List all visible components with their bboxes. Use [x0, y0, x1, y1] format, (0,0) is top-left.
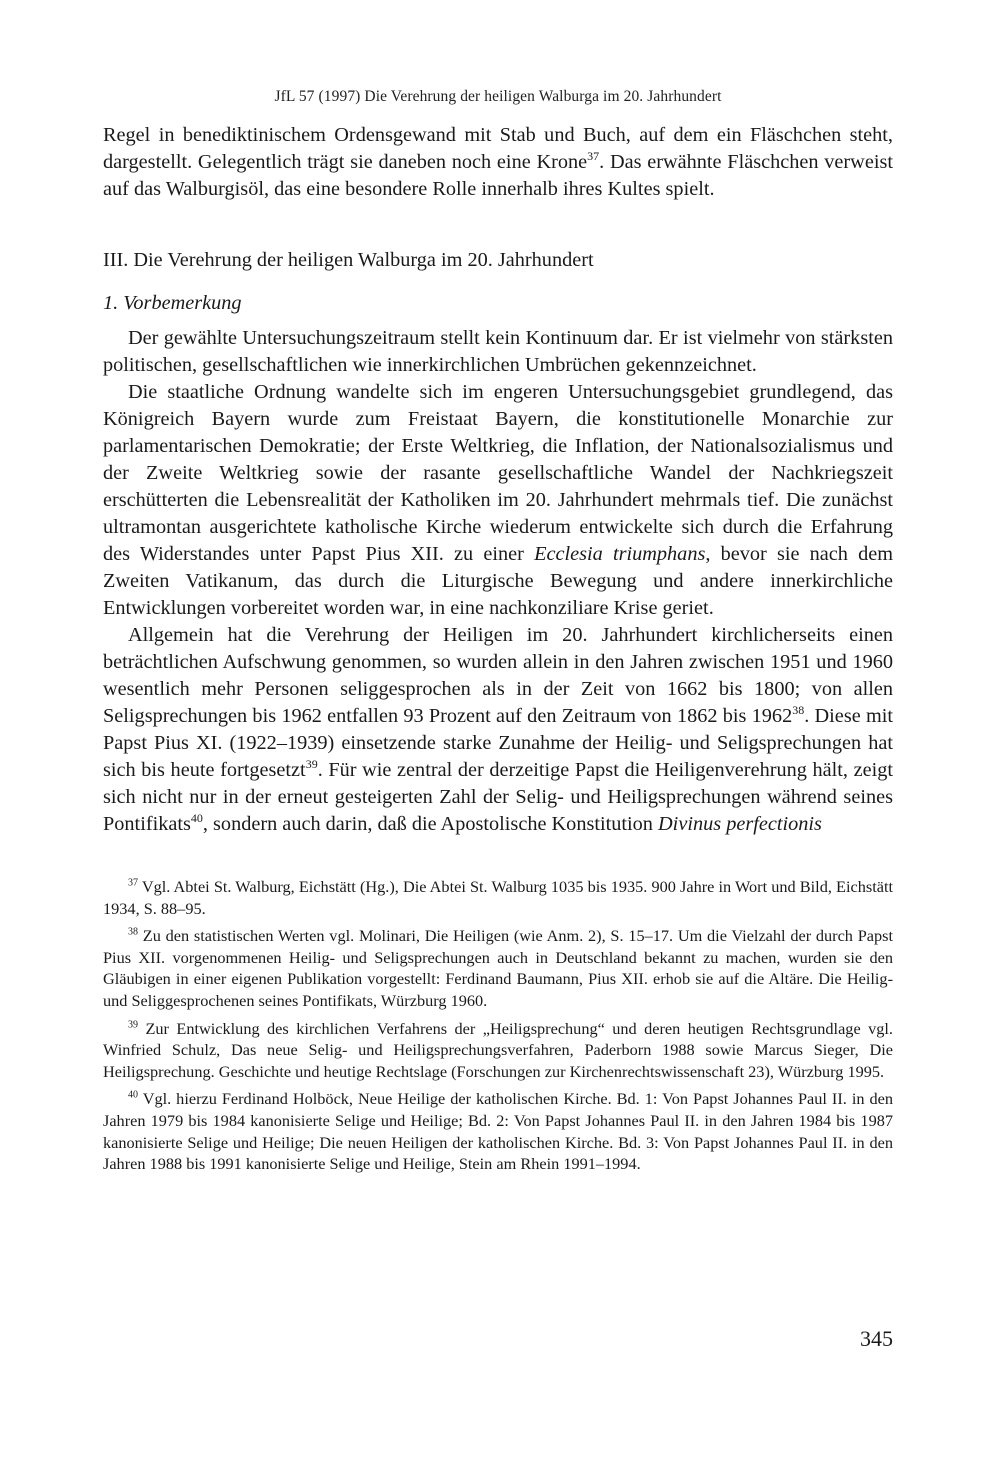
page-number-container — [103, 1326, 893, 1352]
page-number: 345 — [860, 1326, 893, 1351]
footnote-ref-38: 38 — [792, 703, 805, 718]
section-heading: III. Die Verehrung der heiligen Walburga im 20. Jahrhundert — [103, 249, 594, 271]
footnote-ref-37: 37 — [587, 149, 600, 164]
document-page — [103, 88, 893, 1181]
footnotes — [103, 876, 893, 1175]
body-text — [103, 122, 893, 838]
footnote-ref-39: 39 — [305, 757, 318, 772]
footnote: $^{38}$ Zu den statistischen Werten vgl. Molinari, Die Heiligen (wie Anm. 2), S. 15–17. Um die Vielzahl der durch Papst Pius XII. vorgenommenen Heilig- und Seligsprechungen auch in Deutschland bekannt zu machen, wurden sie den Gläubigen in einer eigenen Publikation vorgestellt: Ferdinand Baumann, Pius XII. erhob sie auf die Altäre. Die Heilig- und Seliggesprochenen seines Pontifikats, Würzburg 1960. — [103, 926, 893, 1010]
intro-paragraph: Regel in benediktinischem Ordensgewand mit Stab und Buch, auf dem ein Fläschchen steht, dargestellt. Gelegentlich trägt sie daneben noch eine Krone$^{37}$. Das erwähnte Fläschchen verweist auf das Walburgisöl, das eine besondere Rolle innerhalb ihres Kultes spielt. — [103, 124, 893, 200]
paragraph-1: Der gewählte Untersuchungszeitraum stellt kein Kontinuum dar. Er ist vielmehr von stärksten politischen, gesellschaftlichen wie innerkirchlichen Umbrüchen gekennzeichnet. — [103, 327, 893, 376]
running-head: JfL 57 (1997) Die Verehrung der heiligen Walburga im 20. Jahrhundert — [274, 88, 722, 105]
paragraph-3: Allgemein hat die Verehrung der Heiligen im 20. Jahrhundert kirchlicherseits einen beträchtlichen Aufschwung genommen, so wurden allein in den Jahren zwischen 1951 und 1960 wesentlich mehr Personen seliggesprochen als in der Zeit von 1662 bis 1800; von allen Seligsprechungen bis 1962 entfallen 93 Prozent auf den Zeitraum von 1862 bis 1962$^{38}$. Diese mit Papst Pius XI. (1922–1939) einsetzende starke Zunahme der Heilig- und Seligsprechungen hat sich bis heute fortgesetzt$^{39}$. Für wie zentral der derzeitige Papst die Heiligenverehrung hält, zeigt sich nicht nur in der erneut gesteigerten Zahl der Selig- und Heiligsprechungen während seines Pontifikats$^{40}$, sondern auch darin, daß die Apostolische Konstitution Divinus perfectionis — [103, 624, 893, 835]
paragraph-2: Die staatliche Ordnung wandelte sich im engeren Untersuchungsgebiet grundlegend, das Königreich Bayern wurde zum Freistaat Bayern, die konstitutionelle Monarchie zur parlamentarischen Demokratie; der Erste Weltkrieg, die Inflation, der Nationalsozialismus und der Zweite Weltkrieg sowie der rasante gesellschaftliche Wandel der Nachkriegszeit erschütterten die Lebensrealität der Katholiken im 20. Jahrhundert mehrmals tief. Die zunächst ultramontan ausgerichtete katholische Kirche wiederum entwickelte sich durch die Erfahrung des Widerstandes unter Papst Pius XII. zu einer Ecclesia triumphans, bevor sie nach dem Zweiten Vatikanum, das durch die Liturgische Bewegung und andere innerkirchliche Entwicklungen vorbereitet worden war, in eine nachkonziliare Krise geriet. — [103, 381, 894, 619]
footnote: $^{39}$ Zur Entwicklung des kirchlichen Verfahrens der „Heiligsprechung“ und deren heutigen Rechtsgrundlage vgl. Winfried Schulz, Das neue Selig- und Heiligsprechungsverfahren, Paderborn 1988 sowie Marcus Sieger, Die Heiligsprechung. Geschichte und heutige Rechtslage (Forschungen zur Kirchenrechtswissenschaft 23), Würzburg 1995. — [103, 1018, 893, 1081]
footnote: $^{40}$ Vgl. hierzu Ferdinand Holböck, Neue Heilige der katholischen Kirche. Bd. 1: Von Papst Johannes Paul II. in den Jahren 1979 bis 1984 kanonisierte Selige und Heilige; Bd. 2: Von Papst Johannes Paul II. in den Jahren 1984 bis 1987 kanonisierte Selige und Heilige; Die neuen Heiligen der katholischen Kirche. Bd. 3: Von Papst Johannes Paul II. in den Jahren 1988 bis 1991 kanonisierte Selige und Heilige, Stein am Rhein 1991–1994. — [103, 1089, 893, 1174]
footnote-ref-40: 40 — [190, 811, 203, 826]
footnote: $^{37}$ Vgl. Abtei St. Walburg, Eichstätt (Hg.), Die Abtei St. Walburg 1035 bis 1935. 900 Jahre in Wort und Bild, Eichstätt 1934, S. 88–95. — [103, 877, 893, 918]
subsection-heading: 1. Vorbemerkung — [103, 292, 242, 314]
